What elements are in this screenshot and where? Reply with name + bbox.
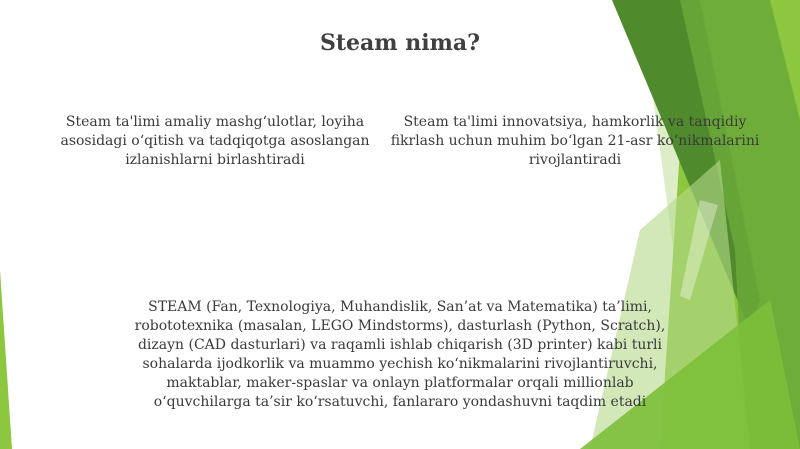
left-green-sliver — [0, 270, 12, 449]
slide-title: Steam nima? — [319, 30, 480, 56]
bottom-text-block: STEAM (Fan, Texnologiya, Muhandislik, San’at va Matematika) ta’limi, robototexnika (masalan, LEGO Mindstorms), dasturlash (Python, Scratch), dizayn (CAD dasturlari) va raqamli ishlab chiqarish (3D printer) kabi turli sohalarda ijodkorlik va muammo yechish ko‘nikmalarini rivojlantiruvchi, maktablar, maker-spaslar va onlayn platformalar orqali millionlab o‘quvchilarga ta’sir ko‘rsatuvchi, fanlararo yondashuvni taqdim etadi — [134, 299, 666, 410]
left-text-block: Steam ta'limi amaliy mashg‘ulotlar, loyiha asosidagi o‘qitish va tadqiqotga asoslangan izlanishlarni birlashtiradi — [60, 114, 370, 168]
right-text-block: Steam ta'limi innovatsiya, hamkorlik va tanqidiy fikrlash uchun muhim bo‘lgan 21-asr ko‘nikmalarini rivojlantiradi — [390, 114, 760, 168]
